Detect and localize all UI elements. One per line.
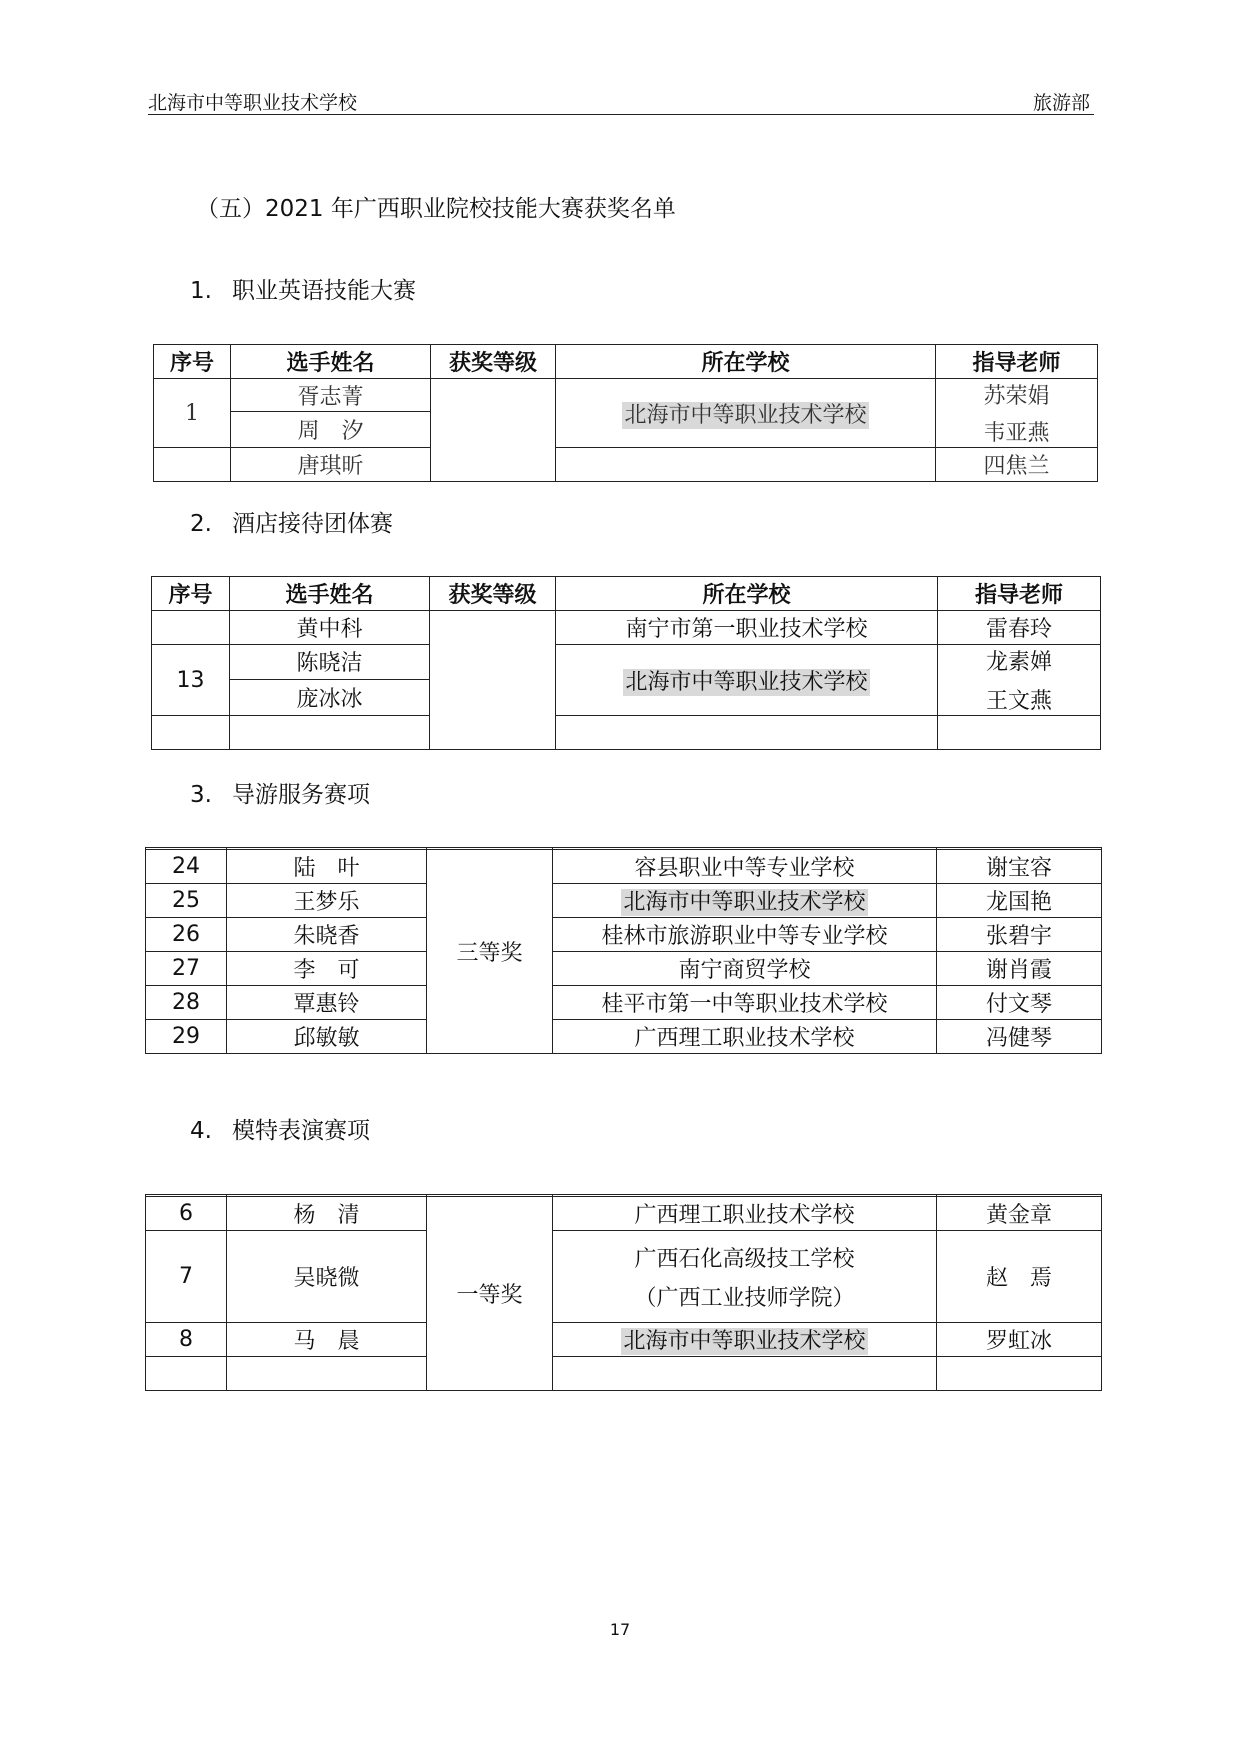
- subsection-title: 职业英语技能大赛: [232, 278, 416, 304]
- row-number: 28: [146, 986, 227, 1020]
- col-header-teacher: 指导老师: [936, 345, 1098, 379]
- page-number: 17: [609, 1620, 631, 1639]
- school-name: 北海市中等职业技术学校: [623, 1329, 866, 1354]
- table-cell: [937, 1357, 1102, 1391]
- school-name: 南宁商贸学校: [678, 958, 811, 983]
- col-header-no: 序号: [152, 577, 230, 611]
- teacher-name: 罗虹冰: [937, 1323, 1102, 1357]
- table-cell: [146, 1357, 227, 1391]
- table-hotel-reception: [151, 576, 1102, 728]
- table-model-performance: [145, 1196, 1103, 1356]
- teacher-name: 雷春玲: [938, 611, 1101, 645]
- table-row: [146, 986, 1102, 1020]
- school-name: 广西理工职业技术学校: [634, 1203, 855, 1228]
- row-number: 8: [146, 1323, 227, 1357]
- row-number: 1: [154, 379, 231, 448]
- header-department: 旅游部: [1032, 92, 1090, 114]
- table-tour-guide: [145, 849, 1103, 1057]
- award-level: 三等奖: [427, 850, 553, 1054]
- table-cell: [553, 1357, 937, 1391]
- row-number: [152, 716, 230, 750]
- col-header-school: 所在学校: [556, 577, 938, 611]
- school-name: 北海市中等职业技术学校: [624, 402, 867, 428]
- row-number: 26: [146, 918, 227, 952]
- col-header-name: 选手姓名: [231, 345, 431, 379]
- contestant-name: 王梦乐: [227, 884, 427, 918]
- teacher-name: 谢肖霞: [937, 952, 1102, 986]
- row-number: [152, 611, 230, 645]
- award-cell: [431, 379, 556, 482]
- col-header-award: 获奖等级: [430, 577, 556, 611]
- teacher-name: 黄金章: [937, 1197, 1102, 1231]
- school-name: 广西理工职业技术学校: [634, 1026, 855, 1051]
- contestant-name: 吴晓微: [227, 1231, 427, 1323]
- subsection-2-heading: [190, 505, 393, 538]
- teacher-name: 付文琴: [937, 986, 1102, 1020]
- subsection-title: 酒店接待团体赛: [232, 511, 393, 537]
- school-cell: [556, 379, 936, 448]
- table-cell: [227, 1357, 427, 1391]
- school-name: 广西石化高级技工学校: [634, 1246, 855, 1272]
- contestant-name: 黄中科: [230, 611, 430, 645]
- school-cell: [553, 918, 937, 952]
- award-cell: [430, 611, 556, 750]
- school-cell: [556, 716, 938, 750]
- contestant-name: 唐琪昕: [231, 448, 431, 482]
- teacher-cell: [936, 379, 1098, 448]
- table-row: [146, 1323, 1102, 1357]
- subsection-title: 模特表演赛项: [232, 1118, 370, 1144]
- teacher-cell: [938, 716, 1101, 750]
- teacher-name: 龙国艳: [937, 884, 1102, 918]
- table-row: [146, 1020, 1102, 1054]
- contestant-name: 马 晨: [227, 1323, 427, 1357]
- subsection-3-heading: [190, 776, 370, 809]
- school-cell: [556, 448, 936, 482]
- school-name: 南宁市第一职业技术学校: [556, 611, 938, 645]
- col-header-award: 获奖等级: [431, 345, 556, 379]
- contestant-name: 陆 叶: [227, 850, 427, 884]
- subsection-title: 导游服务赛项: [232, 782, 370, 808]
- subsection-1-heading: [190, 272, 416, 305]
- contestant-name: 朱晓香: [227, 918, 427, 952]
- school-cell: [553, 952, 937, 986]
- teacher-cell: [938, 645, 1101, 716]
- subsection-4-heading: [190, 1112, 370, 1145]
- contestant-name: 邱敏敏: [227, 1020, 427, 1054]
- school-name: 北海市中等职业技术学校: [623, 890, 866, 915]
- section-title: （五）2021 年广西职业院校技能大赛获奖名单: [196, 196, 676, 222]
- contestant-name: 杨 清: [227, 1197, 427, 1231]
- contestant-name: [230, 716, 430, 750]
- row-number: 6: [146, 1197, 227, 1231]
- table-row: [146, 1231, 1102, 1323]
- contestant-name: 周 汐: [231, 412, 431, 448]
- table-row: [146, 918, 1102, 952]
- row-number: 24: [146, 850, 227, 884]
- award-level: 一等奖: [427, 1197, 553, 1391]
- subsection-number: 2.: [190, 511, 212, 537]
- school-cell: [553, 850, 937, 884]
- teacher-name: 赵 焉: [937, 1231, 1102, 1323]
- school-cell: [553, 1020, 937, 1054]
- school-name: 桂平市第一中等职业技术学校: [601, 992, 888, 1017]
- contestant-name: 覃惠铃: [227, 986, 427, 1020]
- teacher-name: 龙素婵: [985, 650, 1052, 675]
- school-name: 容县职业中等专业学校: [634, 856, 855, 881]
- school-cell: [553, 884, 937, 918]
- row-number: 27: [146, 952, 227, 986]
- row-number: [154, 448, 231, 482]
- contestant-name: 胥志菁: [231, 379, 431, 412]
- table-row: [146, 884, 1102, 918]
- row-number: 7: [146, 1231, 227, 1323]
- contestant-name: 李 可: [227, 952, 427, 986]
- contestant-name: 庞冰冰: [230, 679, 430, 715]
- teacher-name: 张碧宇: [937, 918, 1102, 952]
- col-header-name: 选手姓名: [230, 577, 430, 611]
- table-english-contest: [153, 344, 1099, 479]
- school-name: 北海市中等职业技术学校: [625, 669, 868, 695]
- school-cell: [553, 1231, 937, 1323]
- teacher-name: 苏荣娟: [983, 384, 1050, 409]
- school-cell: [553, 1197, 937, 1231]
- table-row: [146, 952, 1102, 986]
- school-cell: [556, 645, 938, 716]
- row-number: 29: [146, 1020, 227, 1054]
- row-number: 25: [146, 884, 227, 918]
- col-header-school: 所在学校: [556, 345, 936, 379]
- teacher-name: 谢宝容: [937, 850, 1102, 884]
- contestant-name: 陈晓洁: [230, 645, 430, 680]
- header-school-name: 北海市中等职业技术学校: [148, 92, 358, 114]
- teacher-name: 王文燕: [985, 689, 1052, 714]
- header-divider: [148, 114, 1094, 115]
- row-number: 13: [152, 645, 230, 716]
- table-row: [146, 850, 1102, 884]
- school-cell: [553, 986, 937, 1020]
- col-header-no: 序号: [154, 345, 231, 379]
- col-header-teacher: 指导老师: [938, 577, 1101, 611]
- subsection-number: 3.: [190, 782, 212, 808]
- school-name-line-2: （广西工业技师学院）: [634, 1285, 855, 1311]
- school-cell: [553, 1323, 937, 1357]
- subsection-number: 1.: [190, 278, 212, 304]
- school-name: 桂林市旅游职业中等专业学校: [601, 924, 888, 949]
- teacher-name: 冯健琴: [937, 1020, 1102, 1054]
- table-row: [146, 1197, 1102, 1231]
- subsection-number: 4.: [190, 1118, 212, 1144]
- teacher-name: 韦亚燕: [983, 421, 1050, 446]
- teacher-name: 四焦兰: [936, 448, 1098, 482]
